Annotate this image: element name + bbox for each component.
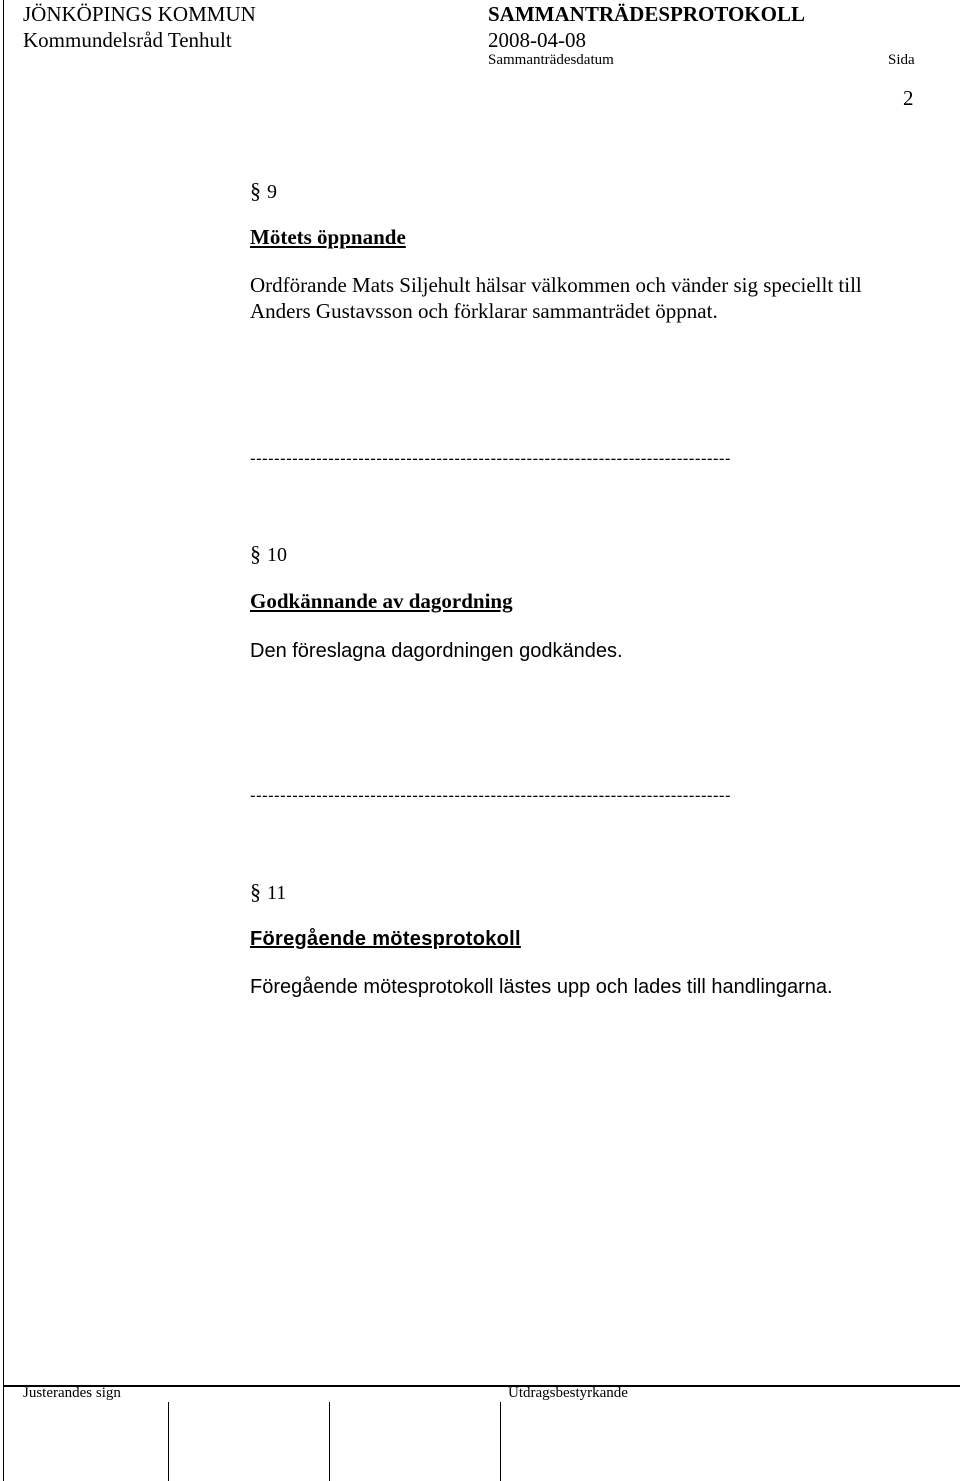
section-number [250,178,277,204]
section-heading: Godkännande av dagordning [250,589,513,613]
section-separator: -------------------------------------------------------------------------------- [250,786,731,805]
section-body-line: Anders Gustavsson och förklarar sammanträdet öppnat. [250,299,718,323]
section-separator: -------------------------------------------------------------------------------- [250,449,731,468]
footer-justerandes-label: Justerandes sign [23,1385,121,1401]
section-body: Föregående mötesprotokoll lästes upp och lades till handlingarna. [250,976,833,998]
section-heading: Föregående mötesprotokoll [250,928,521,950]
signature-box-divider [500,1402,501,1481]
footer-utdrag-label: Utdragsbestyrkande [508,1385,628,1401]
page-number: 2 [903,86,914,110]
section-symbol: § [250,541,261,566]
section-number-value: 10 [267,544,287,566]
meeting-date-label: Sammanträdesdatum [488,52,614,68]
signature-box-divider [168,1402,169,1481]
page-label: Sida [888,52,915,68]
section-number-value: 11 [267,882,287,904]
section-body: Den föreslagna dagordningen godkändes. [250,640,623,662]
meeting-date: 2008-04-08 [488,28,586,52]
footer-rule [3,1385,960,1387]
org-name: JÖNKÖPINGS KOMMUN [23,2,256,26]
section-symbol: § [250,879,261,904]
section-number [250,541,287,567]
document-type: SAMMANTRÄDESPROTOKOLL [488,2,805,26]
signature-box-divider [329,1402,330,1481]
section-body-line: Ordförande Mats Siljehult hälsar välkommen och vänder sig speciellt till [250,273,862,297]
section-number [250,879,286,905]
section-heading: Mötets öppnande [250,225,406,249]
section-symbol: § [250,178,261,203]
unit-name: Kommundelsråd Tenhult [23,28,232,52]
left-margin-rule [3,0,4,1481]
section-number-value: 9 [267,181,277,203]
